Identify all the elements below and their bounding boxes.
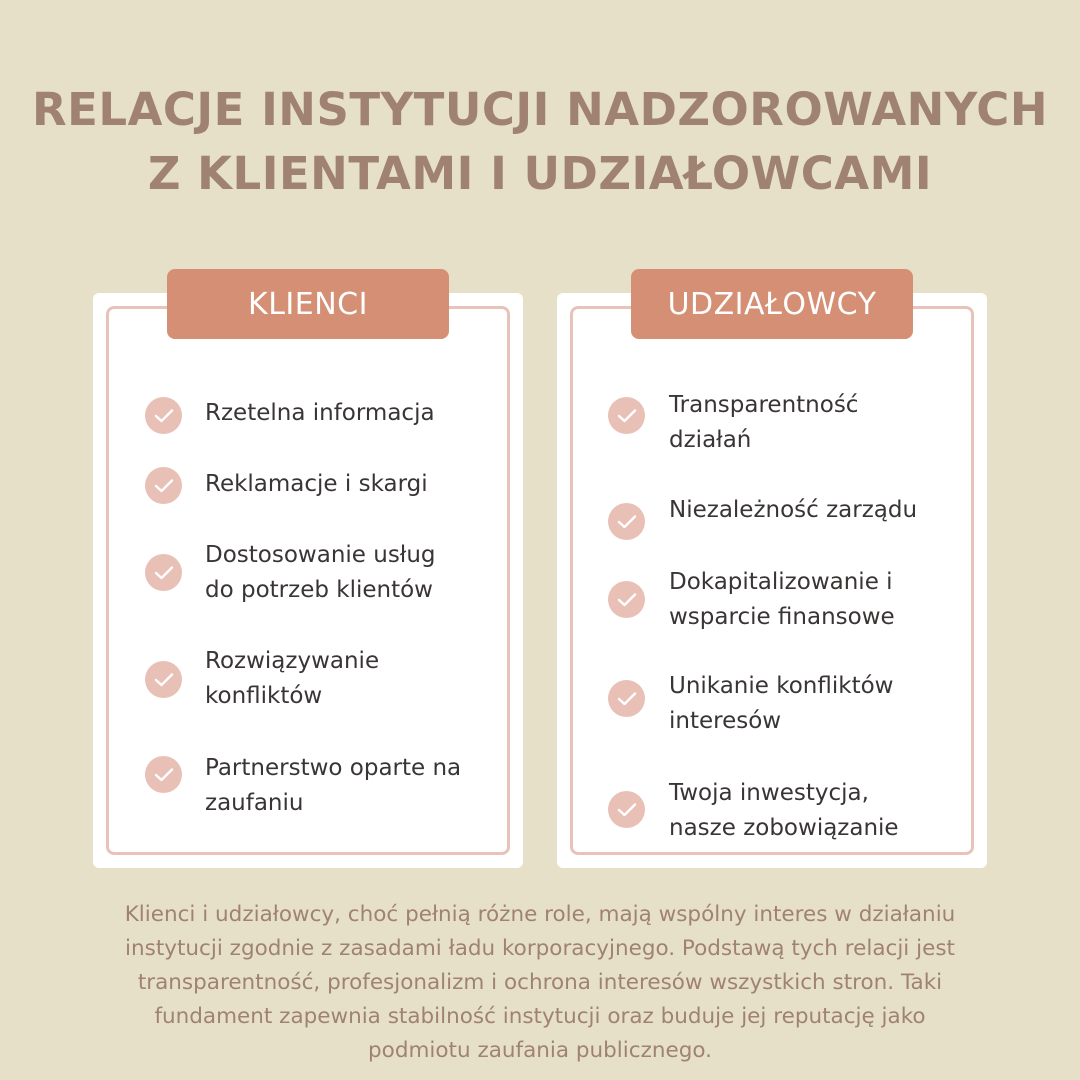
summary-paragraph xyxy=(30,898,1050,1068)
clients-item-4: Rozwiązywanie konfliktów xyxy=(205,648,380,709)
checkmark-icon xyxy=(608,791,645,828)
checkmark-icon xyxy=(145,467,182,504)
checkmark-icon xyxy=(608,397,645,434)
checkmark-icon xyxy=(145,397,182,434)
title-line-1: RELACJE INSTYTUCJI NADZOROWANYCH xyxy=(32,83,1048,136)
shareholders-item-2: Niezależność zarządu xyxy=(669,497,918,523)
clients-item-1: Rzetelna informacja xyxy=(205,400,435,426)
checkmark-icon xyxy=(145,554,182,591)
clients-item-5: Partnerstwo oparte na zaufaniu xyxy=(205,755,462,816)
shareholders-item-3: Dokapitalizowanie i wsparcie finansowe xyxy=(669,569,895,630)
checkmark-icon xyxy=(608,503,645,540)
title-line-2: Z KLIENTAMI I UDZIAŁOWCAMI xyxy=(147,147,933,200)
clients-item-2: Reklamacje i skargi xyxy=(205,471,428,497)
summary-line-1: Klienci i udziałowcy, choć pełnią różne role, mają wspólny interes w działaniu xyxy=(124,902,956,927)
summary-line-5: podmiotu zaufania publicznego. xyxy=(368,1038,712,1063)
shareholders-item-4: Unikanie konfliktów interesów xyxy=(669,673,894,734)
summary-line-4: fundament zapewnia stabilność instytucji oraz buduje jej reputację jako xyxy=(154,1004,926,1029)
summary-line-3: transparentność, profesjonalizm i ochrona interesów wszystkich stron. Taki xyxy=(137,970,943,995)
clients-item-3: Dostosowanie usług do potrzeb klientów xyxy=(205,542,436,603)
shareholders-heading-badge: UDZIAŁOWCY xyxy=(631,269,913,339)
checkmark-icon xyxy=(145,756,182,793)
checkmark-icon xyxy=(145,661,182,698)
checkmark-icon xyxy=(608,581,645,618)
shareholders-item-1: Transparentność działań xyxy=(669,392,859,453)
page-title xyxy=(0,78,1080,206)
clients-heading-badge: KLIENCI xyxy=(167,269,449,339)
summary-line-2: instytucji zgodnie z zasadami ładu korporacyjnego. Podstawą tych relacji jest xyxy=(125,936,955,961)
shareholders-item-5: Twoja inwestycja, nasze zobowiązanie xyxy=(669,780,899,841)
checkmark-icon xyxy=(608,680,645,717)
